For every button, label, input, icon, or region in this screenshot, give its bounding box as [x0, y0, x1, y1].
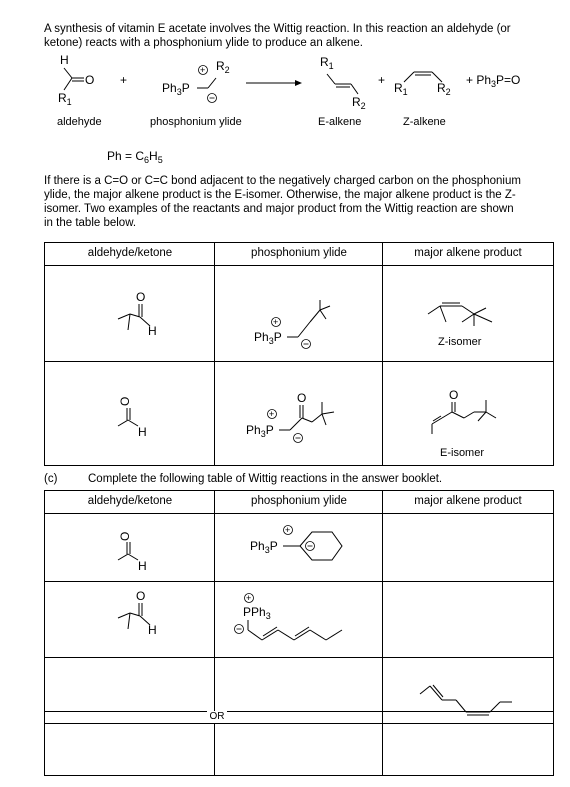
svg-text:R1: $R_1$ [394, 81, 408, 97]
answer-structures [0, 490, 570, 780]
z-alkene-label: Z-alkene [403, 116, 446, 128]
svg-text:+: + [285, 525, 291, 535]
example2-ylide [246, 391, 334, 443]
aldehyde-label: aldehyde [57, 116, 102, 128]
example1-product-label: Z-isomer [438, 336, 482, 348]
svg-text:O: O [136, 589, 146, 603]
svg-text:O: O [118, 531, 132, 541]
ylide-structure [162, 59, 230, 103]
examples-header-ylide: phosphonium ylide [251, 247, 347, 259]
or-label: OR [207, 711, 227, 723]
examples-header-product: major alkene product [414, 247, 522, 259]
intro-paragraph [44, 22, 554, 50]
answer-header-aldehyde: aldehyde/ketone [87, 495, 173, 507]
answer1-ylide [250, 525, 342, 560]
aldehyde-h: H [60, 53, 69, 67]
example1-ylide [254, 300, 330, 349]
part-c-label: (c) [44, 473, 58, 485]
rule-line-2: ylide, the major alkene product is the E-isomer. Otherwise, the major alkene product is the Z- [44, 189, 516, 201]
svg-text:R2: $R_2$ [437, 81, 451, 97]
answer1-aldehyde [118, 532, 147, 573]
svg-text:O: O [118, 396, 132, 406]
example2-product-label: E-isomer [440, 447, 485, 459]
rule-line-1: If there is a C=O or C=C bond adjacent to the negatively charged carbon on the phosphonium [44, 175, 521, 187]
e-alkene-label: E-alkene [318, 116, 362, 128]
svg-text:+: + [200, 65, 206, 75]
svg-text:Ph3P: $Ph_3P$ [254, 330, 282, 346]
svg-text:H: H [148, 623, 157, 637]
part-c-instruction: Complete the following table of Wittig reactions in the answer booklet. [88, 473, 443, 485]
svg-text:O: O [136, 290, 146, 304]
answer-header-product: major alkene product [414, 495, 522, 507]
scheme-plus-2: + [378, 73, 386, 87]
svg-text:H: H [138, 559, 147, 573]
examples-header-aldehyde: aldehyde/ketone [87, 247, 173, 259]
svg-text:Ph3P: $Ph_3P$ [246, 423, 274, 439]
z-alkene-structure [394, 72, 451, 97]
svg-text:R2: $R_2$ [352, 95, 366, 111]
ylide-label: phosphonium ylide [150, 116, 242, 128]
example1-aldehyde [118, 290, 157, 338]
svg-text:R1: $R_1$ [320, 55, 334, 71]
intro-line-1: A synthesis of vitamin E acetate involves the Wittig reaction. In this reaction an aldehyde (or [44, 23, 511, 35]
e-alkene-structure [320, 55, 366, 111]
svg-text:Ph3P: $Ph_3P$ [250, 539, 278, 555]
aldehyde-structure [58, 53, 94, 107]
answer2-aldehyde [118, 589, 157, 637]
example2-product [432, 388, 496, 459]
svg-text:+: + [273, 317, 279, 327]
ylide-r2: $R_2$ [216, 59, 230, 75]
svg-text:H: H [138, 425, 147, 439]
svg-text:+: + [269, 409, 275, 419]
aldehyde-r1: $R_1$ [58, 91, 72, 107]
answer2-ylide [235, 593, 343, 640]
svg-text:H: H [148, 324, 157, 338]
ph-definition: $Ph = C_6H_5$ [107, 149, 163, 165]
intro-line-2: ketone) reacts with a phosphonium ylide to produce an alkene. [44, 37, 364, 49]
rule-line-4: in the table below. [44, 217, 137, 229]
svg-text:+: + [246, 593, 252, 603]
svg-text:PPh3: PPh$_3$ [243, 605, 271, 621]
scheme-plus-1: + [120, 73, 128, 87]
example1-product [428, 303, 492, 348]
svg-text:O: O [297, 391, 307, 405]
examples-structures [0, 242, 570, 472]
svg-text:O: O [449, 388, 459, 402]
ylide-ph3p: $Ph_3P$ [162, 81, 190, 97]
example2-aldehyde [118, 397, 147, 439]
scheme-ph3po: + $Ph_3P=O$ [466, 73, 521, 89]
answer3-product [420, 685, 512, 715]
rule-paragraph [44, 174, 554, 230]
answer-header-ylide: phosphonium ylide [251, 495, 347, 507]
rule-line-3: isomer. Two examples of the reactants and major product from the Wittig reaction are shown [44, 203, 514, 215]
aldehyde-o: O [85, 73, 95, 87]
